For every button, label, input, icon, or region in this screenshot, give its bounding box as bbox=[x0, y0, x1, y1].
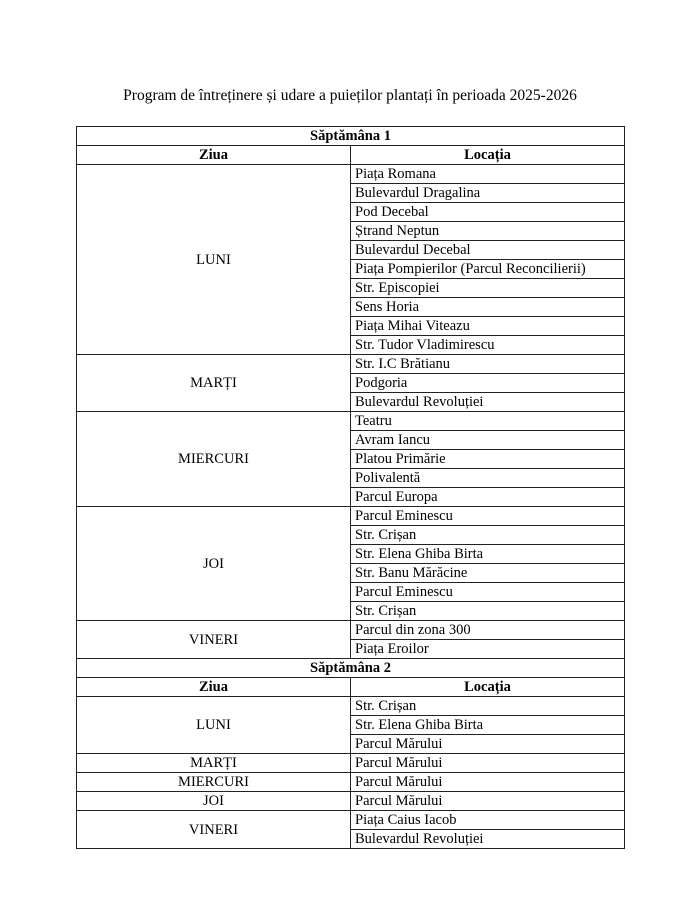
table-row bbox=[77, 507, 625, 526]
location-cell: Bulevardul Revoluției bbox=[351, 393, 625, 412]
location-cell: Platou Primărie bbox=[351, 450, 625, 469]
location-cell: Bulevardul Decebal bbox=[351, 241, 625, 260]
table-row bbox=[77, 697, 625, 716]
table-row bbox=[77, 355, 625, 374]
day-cell: LUNI bbox=[77, 697, 351, 754]
location-cell: Piața Mihai Viteazu bbox=[351, 317, 625, 336]
day-cell: VINERI bbox=[77, 621, 351, 659]
location-cell: Polivalentă bbox=[351, 469, 625, 488]
location-cell: Str. Elena Ghiba Birta bbox=[351, 545, 625, 564]
column-header-day: Ziua bbox=[77, 678, 351, 697]
location-cell: Parcul Mărului bbox=[351, 773, 625, 792]
day-cell: JOI bbox=[77, 507, 351, 621]
location-cell: Pod Decebal bbox=[351, 203, 625, 222]
location-cell: Str. Elena Ghiba Birta bbox=[351, 716, 625, 735]
schedule-table bbox=[76, 126, 625, 849]
day-cell: MIERCURI bbox=[77, 773, 351, 792]
location-cell: Parcul Eminescu bbox=[351, 583, 625, 602]
table-row bbox=[77, 792, 625, 811]
location-cell: Sens Horia bbox=[351, 298, 625, 317]
week-heading: Săptămâna 2 bbox=[77, 659, 625, 678]
location-cell: Str. Tudor Vladimirescu bbox=[351, 336, 625, 355]
location-cell: Str. I.C Brătianu bbox=[351, 355, 625, 374]
location-cell: Str. Crișan bbox=[351, 602, 625, 621]
table-row bbox=[77, 754, 625, 773]
day-cell: MIERCURI bbox=[77, 412, 351, 507]
table-row bbox=[77, 773, 625, 792]
location-cell: Piața Eroilor bbox=[351, 640, 625, 659]
column-header-day: Ziua bbox=[77, 146, 351, 165]
table-row bbox=[77, 811, 625, 830]
location-cell: Parcul Europa bbox=[351, 488, 625, 507]
day-cell: JOI bbox=[77, 792, 351, 811]
day-cell: MARȚI bbox=[77, 754, 351, 773]
location-cell: Parcul Mărului bbox=[351, 735, 625, 754]
location-cell: Ștrand Neptun bbox=[351, 222, 625, 241]
location-cell: Str. Crișan bbox=[351, 526, 625, 545]
day-cell: LUNI bbox=[77, 165, 351, 355]
table-row bbox=[77, 412, 625, 431]
location-cell: Avram Iancu bbox=[351, 431, 625, 450]
location-cell: Parcul Mărului bbox=[351, 792, 625, 811]
location-cell: Str. Crișan bbox=[351, 697, 625, 716]
day-cell: MARȚI bbox=[77, 355, 351, 412]
location-cell: Str. Banu Mărăcine bbox=[351, 564, 625, 583]
location-cell: Str. Episcopiei bbox=[351, 279, 625, 298]
location-cell: Piața Romana bbox=[351, 165, 625, 184]
document-title: Program de întreținere și udare a puieților plantați în perioada 2025-2026 bbox=[123, 87, 577, 104]
location-cell: Parcul Mărului bbox=[351, 754, 625, 773]
day-cell: VINERI bbox=[77, 811, 351, 849]
location-cell: Bulevardul Dragalina bbox=[351, 184, 625, 203]
location-cell: Parcul Eminescu bbox=[351, 507, 625, 526]
table-row bbox=[77, 621, 625, 640]
location-cell: Parcul din zona 300 bbox=[351, 621, 625, 640]
location-cell: Bulevardul Revoluției bbox=[351, 830, 625, 849]
location-cell: Teatru bbox=[351, 412, 625, 431]
location-cell: Podgoria bbox=[351, 374, 625, 393]
column-header-location: Locația bbox=[351, 146, 625, 165]
location-cell: Piața Caius Iacob bbox=[351, 811, 625, 830]
week-heading: Săptămâna 1 bbox=[77, 127, 625, 146]
location-cell: Piața Pompierilor (Parcul Reconcilierii) bbox=[351, 260, 625, 279]
column-header-location: Locația bbox=[351, 678, 625, 697]
table-row bbox=[77, 165, 625, 184]
